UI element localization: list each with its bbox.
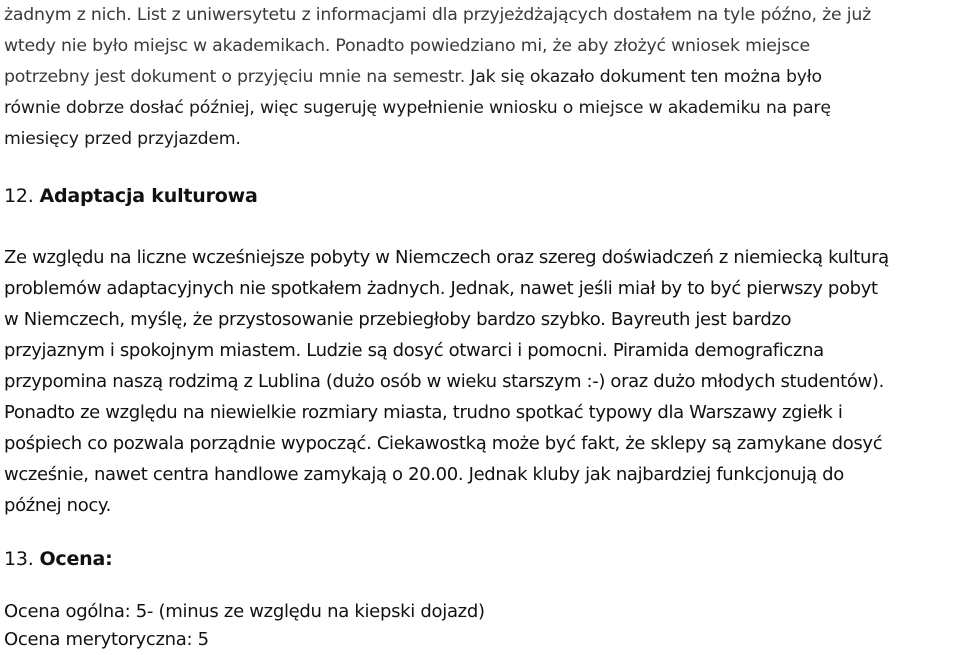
intro-line-segment: Jak się okazało dokument ten można było bbox=[470, 67, 822, 87]
rating-line-overall: Ocena ogólna: 5- (minus ze względu na kiepski dojazd) bbox=[4, 601, 485, 622]
paragraph-line: późnej nocy. bbox=[4, 495, 112, 516]
intro-line bbox=[4, 62, 954, 93]
section-heading-12 bbox=[4, 182, 258, 210]
paragraph-line: pośpiech co pozwala porządnie wypocząć. Ciekawostką może być fakt, że sklepy są zamykane dosyć bbox=[4, 433, 883, 454]
intro-line-segment: potrzebny jest dokument o przyjęciu mnie na semestr. bbox=[4, 67, 465, 87]
section-title: Ocena: bbox=[39, 548, 113, 570]
paragraph-line: Ze względu na liczne wcześniejsze pobyty w Niemczech oraz szereg doświadczeń z niemiecką kulturą bbox=[4, 247, 889, 268]
intro-line: równie dobrze dosłać później, więc sugeruję wypełnienie wniosku o miejsce w akademiku na parę bbox=[4, 98, 831, 118]
paragraph-line: przyjaznym i spokojnym miastem. Ludzie są dosyć otwarci i pomocni. Piramida demograficzna bbox=[4, 340, 824, 361]
intro-line: wtedy nie było miejsc w akademikach. Ponadto powiedziano mi, że aby złożyć wniosek miejsce bbox=[4, 36, 810, 56]
paragraph-line: problemów adaptacyjnych nie spotkałem żadnych. Jednak, nawet jeśli miał by to być pierwszy pobyt bbox=[4, 278, 878, 299]
rating-line-substantive: Ocena merytoryczna: 5 bbox=[4, 629, 209, 650]
paragraph-line: w Niemczech, myślę, że przystosowanie przebiegłoby bardzo szybko. Bayreuth jest bardzo bbox=[4, 309, 792, 330]
paragraph-line: wcześnie, nawet centra handlowe zamykają o 20.00. Jednak kluby jak najbardziej funkcjonują do bbox=[4, 464, 844, 485]
intro-line: żadnym z nich. List z uniwersytetu z informacjami dla przyjeżdżających dostałem na tyle późno, że już bbox=[4, 5, 871, 25]
section-title: Adaptacja kulturowa bbox=[39, 185, 258, 207]
section-number: 13. bbox=[4, 548, 34, 570]
section-number: 12. bbox=[4, 185, 34, 207]
section-heading-13 bbox=[4, 545, 113, 573]
paragraph-line: Ponadto ze względu na niewielkie rozmiary miasta, trudno spotkać typowy dla Warszawy zgiełk i bbox=[4, 402, 843, 423]
intro-paragraph bbox=[4, 0, 954, 155]
paragraph-line: przypomina naszą rodzimą z Lublina (dużo osób w wieku starszym :-) oraz dużo młodych studentów). bbox=[4, 371, 884, 392]
section-12-paragraph bbox=[4, 242, 959, 521]
intro-line: miesięcy przed przyjazdem. bbox=[4, 129, 241, 149]
section-13-ratings bbox=[4, 598, 904, 654]
